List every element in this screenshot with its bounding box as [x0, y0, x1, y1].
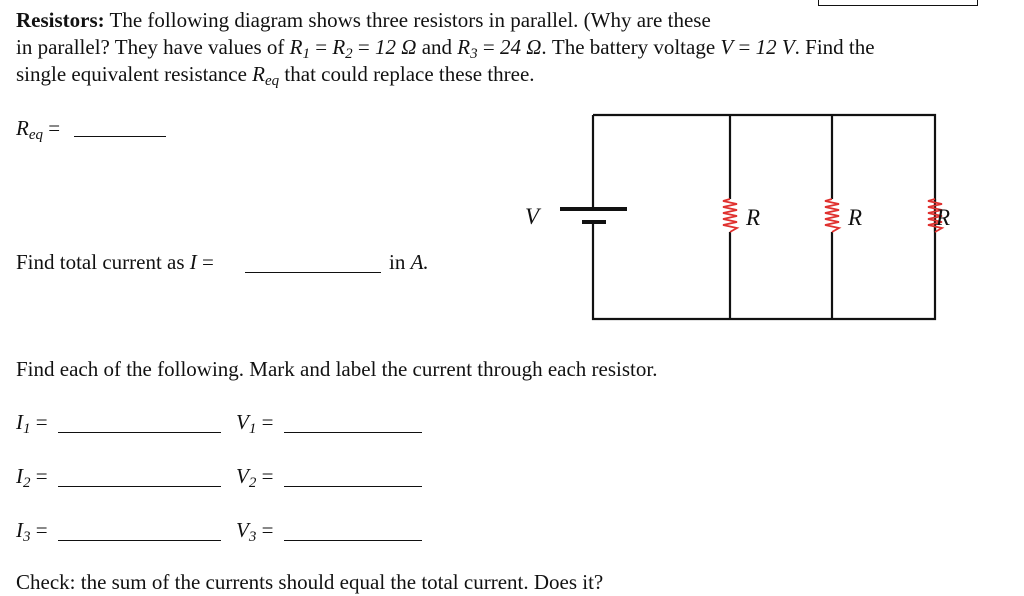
eq-sign: =: [48, 116, 61, 140]
unit-prefix: in: [389, 250, 411, 274]
resistor-2-label: R: [848, 205, 863, 230]
v-symbol: V: [720, 35, 734, 59]
eq-sign: =: [35, 410, 48, 434]
req-var: R: [16, 116, 29, 140]
resistor-2-icon: [825, 199, 839, 232]
problem-line-1: [16, 8, 711, 33]
r3-sub: 3: [470, 46, 478, 62]
v3-answer-blank[interactable]: [284, 540, 422, 541]
current-answer-blank[interactable]: [245, 272, 381, 273]
eq-sign: =: [310, 35, 333, 59]
req-symbol: R: [252, 62, 265, 86]
i3-answer-blank[interactable]: [58, 540, 221, 541]
req-var-sub: eq: [28, 127, 43, 143]
answer-box-top: [818, 0, 978, 6]
v2-label: [236, 464, 273, 492]
r3-symbol: R: [457, 35, 471, 59]
problem-line-2: [16, 35, 875, 63]
outer-wire: [593, 115, 935, 319]
eq-sign: =: [733, 35, 756, 59]
r1-sub: 1: [302, 46, 310, 62]
eq-sign: =: [35, 518, 48, 542]
problem-text-2c: . Find the: [794, 35, 875, 59]
v-sub: 3: [248, 529, 257, 545]
r12-value: 12 Ω: [375, 35, 417, 59]
i-sub: 1: [23, 421, 31, 437]
eq-sign: =: [261, 410, 274, 434]
current-prefix: Find total current as: [16, 250, 190, 274]
v-var: V: [236, 518, 249, 542]
eq-sign: =: [477, 35, 500, 59]
v-value: 12 V: [755, 35, 795, 59]
battery-label: V: [525, 204, 540, 229]
i2-answer-blank[interactable]: [58, 486, 221, 487]
check-text: Check: the sum of the currents should equal the total current. Does it?: [16, 570, 604, 594]
resistor-1-icon: [723, 199, 737, 232]
v-var: V: [236, 464, 249, 488]
eq-sign: =: [261, 518, 274, 542]
req-sub: eq: [265, 73, 280, 89]
v3-label: [236, 518, 273, 546]
eq-sign: =: [35, 464, 48, 488]
v2-answer-blank[interactable]: [284, 486, 422, 487]
current-question-label: [16, 250, 214, 275]
i-var: I: [16, 410, 23, 434]
v-sub: 1: [248, 421, 257, 437]
i-var: I: [16, 464, 23, 488]
r2-sub: 2: [345, 46, 353, 62]
r3-value: 24 Ω: [499, 35, 542, 59]
resistor-1-label: R: [746, 205, 761, 230]
current-unit: [389, 250, 429, 275]
problem-text-2b: . The battery voltage: [541, 35, 721, 59]
i3-label: [16, 518, 48, 546]
problem-text-2a: in parallel? They have values of: [16, 35, 290, 59]
problem-text-3b: that could replace these three.: [279, 62, 535, 86]
v1-answer-blank[interactable]: [284, 432, 422, 433]
parallel-circuit-diagram: [510, 100, 950, 330]
eq-sign: =: [196, 250, 214, 274]
i1-answer-blank[interactable]: [58, 432, 221, 433]
i2-label: [16, 464, 48, 492]
problem-line-3: [16, 62, 535, 90]
problem-title: Resistors:: [16, 8, 105, 32]
eq-sign: =: [352, 35, 376, 59]
each-heading: Find each of the following. Mark and label the current through each resistor.: [16, 357, 658, 381]
unit-symbol: A.: [410, 250, 429, 274]
req-answer-blank[interactable]: [74, 136, 166, 137]
v1-label: [236, 410, 273, 438]
battery-symbol: [560, 209, 627, 222]
i1-label: [16, 410, 48, 438]
req-answer-label: [16, 116, 60, 144]
r2-symbol: R: [332, 35, 346, 59]
i-sub: 3: [23, 529, 31, 545]
r1-symbol: R: [289, 35, 303, 59]
current-var: I: [189, 250, 197, 274]
resistor-3-label: R: [935, 205, 950, 230]
and-text: and: [416, 35, 458, 59]
v-sub: 2: [248, 475, 257, 491]
v-var: V: [236, 410, 249, 434]
eq-sign: =: [261, 464, 274, 488]
i-var: I: [16, 518, 23, 542]
problem-text-3a: single equivalent resistance: [16, 62, 253, 86]
i-sub: 2: [23, 475, 31, 491]
problem-text-1: The following diagram shows three resistors in parallel. (Why are these: [109, 8, 711, 32]
